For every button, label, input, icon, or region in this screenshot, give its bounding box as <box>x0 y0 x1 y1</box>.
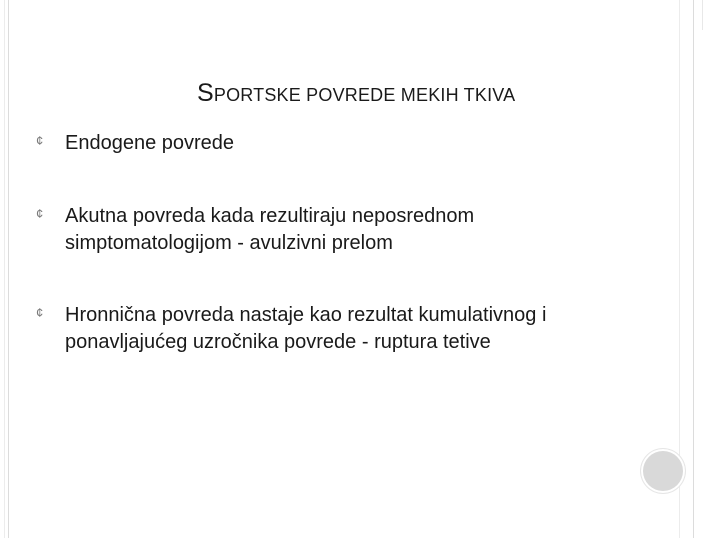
bullet-text <box>65 130 665 157</box>
circle-bullet-icon: ¢ <box>36 206 44 221</box>
decorative-circle <box>641 449 685 493</box>
decorative-line <box>702 0 703 30</box>
bullet-line: Akutna povreda kada rezultiraju neposrednom <box>65 205 475 227</box>
bullet-line: simptomatologijom - avulzivni prelom <box>65 232 393 254</box>
circle-bullet-icon: ¢ <box>36 305 44 320</box>
slide-title-initial: S <box>197 79 214 107</box>
slide-title-rest: PORTSKE POVREDE MEKIH TKIVA <box>213 85 516 105</box>
bullet-line: Endogene povrede <box>65 132 235 154</box>
slide-title <box>197 79 515 108</box>
bullet-text <box>65 203 665 257</box>
bullet-line: ponavljajućeg uzročnika povrede - ruptura tetive <box>65 331 491 353</box>
bullet-text <box>65 302 665 356</box>
circle-bullet-icon: ¢ <box>36 133 44 148</box>
bullet-line: Hronnična povreda nastaje kao rezultat kumulativnog i <box>65 304 547 326</box>
